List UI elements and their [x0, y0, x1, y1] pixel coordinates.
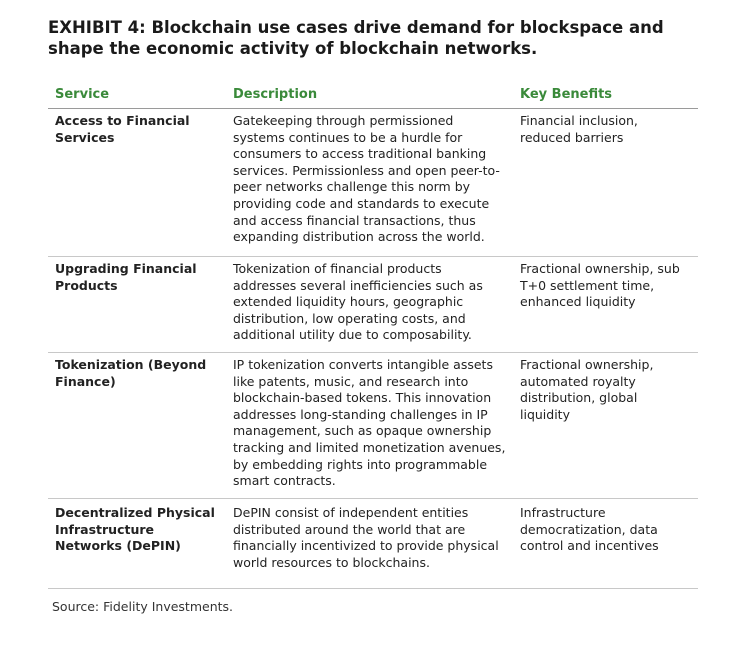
row-2-description: Tokenization of financial products addresses several inefficiencies such as extended liquidity hours, geographic distribution, low operating costs, and additional utility due to composability. — [233, 261, 483, 343]
row-3-description: IP tokenization converts intangible assets like patents, music, and research into blockchain-based tokens. This innovation addresses long-standing challenges in IP management, such as opaque ownership tracking and limited monetization avenues, by embedding rights into programmable smart contracts. — [233, 357, 506, 489]
row-2-benefits: Fractional ownership, sub T+0 settlement time, enhanced liquidity — [520, 261, 680, 310]
row-1-benefits: Financial inclusion, reduced barriers — [520, 113, 638, 145]
header-divider — [48, 108, 698, 109]
exhibit-title: EXHIBIT 4: Blockchain use cases drive demand for blockspace and shape the economic activity of blockchain networks. — [48, 18, 664, 58]
row-divider — [48, 352, 698, 353]
row-4-benefits: Infrastructure democratization, data control and incentives — [520, 505, 659, 554]
column-header-service: Service — [55, 87, 110, 102]
table-bottom-divider — [48, 588, 698, 589]
row-3-benefits: Fractional ownership, automated royalty distribution, global liquidity — [520, 357, 654, 422]
row-4-service: Decentralized Physical Infrastructure Networks (DePIN) — [55, 505, 215, 554]
source-note: Source: Fidelity Investments. — [52, 599, 233, 614]
row-2-service: Upgrading Financial Products — [55, 261, 197, 293]
row-4-description: DePIN consist of independent entities distributed around the world that are financially incentivized to provide physical world resources to blockchains. — [233, 505, 499, 570]
row-1-description: Gatekeeping through permissioned systems continues to be a hurdle for consumers to access traditional banking services. Permissionless and open peer-to-peer networks challenge this norm by providing code and standards to execute and access financial transactions, thus expanding distribution across the world. — [233, 113, 500, 245]
column-header-key-benefits: Key Benefits — [520, 87, 613, 102]
row-divider — [48, 256, 698, 257]
row-1-service: Access to Financial Services — [55, 113, 190, 145]
row-3-service: Tokenization (Beyond Finance) — [55, 357, 207, 389]
row-divider — [48, 498, 698, 499]
column-header-description: Description — [233, 87, 318, 102]
